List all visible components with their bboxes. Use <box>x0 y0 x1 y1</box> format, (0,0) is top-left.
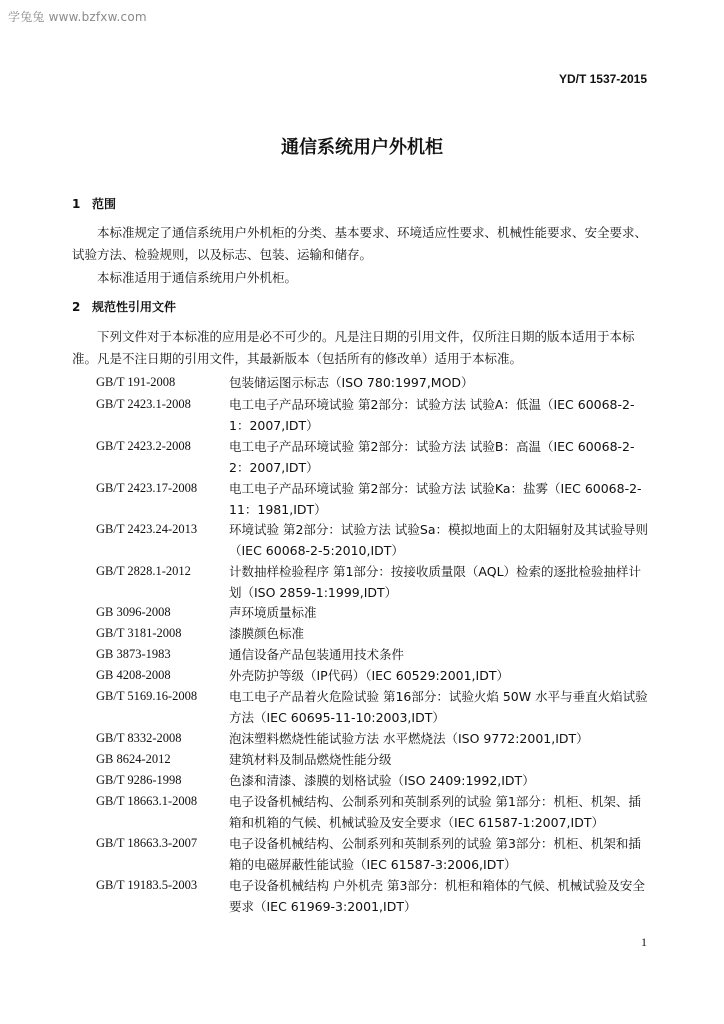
reference-code: GB/T 2423.1-2008 <box>96 397 191 411</box>
paragraph: 本标准适用于通信系统用户外机柜。 <box>97 270 298 285</box>
reference-title: 电工电子产品环境试验 第2部分：试验方法 试验Ka：盐雾（IEC 60068-2-11：1981,IDT） <box>229 481 642 517</box>
section-title: 规范性引用文件 <box>92 300 177 314</box>
reference-title: 电工电子产品着火危险试验 第16部分：试验火焰 50W 水平与垂直火焰试验方法（IEC 60695-11-10:2003,IDT） <box>229 689 648 725</box>
reference-code: GB/T 3181-2008 <box>96 626 182 640</box>
reference-code: GB/T 2423.17-2008 <box>96 481 198 495</box>
reference-title: 建筑材料及制品燃烧性能分级 <box>229 752 392 767</box>
watermark: 学兔兔 www.bzfxw.com <box>8 10 147 24</box>
reference-code: GB 3096-2008 <box>96 605 171 619</box>
reference-title: 通信设备产品包装通用技术条件 <box>229 647 405 662</box>
section-title: 范围 <box>92 197 117 211</box>
page-number: 1 <box>641 935 647 949</box>
section-heading-scope <box>72 195 116 212</box>
document-title: 通信系统用户外机柜 <box>281 137 443 158</box>
reference-title: 声环境质量标准 <box>229 605 317 620</box>
reference-title: 电工电子产品环境试验 第2部分：试验方法 试验A：低温（IEC 60068-2-1：2007,IDT） <box>229 397 635 433</box>
paragraph: 本标准规定了通信系统用户外机柜的分类、基本要求、环境适应性要求、机械性能要求、安全要求、试验方法、检验规则，以及标志、包装、运输和储存。 <box>72 225 648 262</box>
reference-code: GB/T 9286-1998 <box>96 773 182 787</box>
section-number: 1 <box>72 197 81 211</box>
reference-title: 泡沫塑料燃烧性能试验方法 水平燃烧法（ISO 9772:2001,IDT） <box>229 731 589 746</box>
reference-title: 包装储运图示标志（ISO 780:1997,MOD） <box>229 375 474 390</box>
reference-title: 电子设备机械结构、公制系列和英制系列的试验 第1部分：机柜、机架、插箱和机箱的气候、机械试验及安全要求（IEC 61587-1:2007,IDT） <box>229 794 641 830</box>
reference-title: 漆膜颜色标准 <box>229 626 305 641</box>
reference-title: 计数抽样检验程序 第1部分：按接收质量限（AQL）检索的逐批检验抽样计划（ISO 2859-1:1999,IDT） <box>229 564 642 600</box>
section-number: 2 <box>72 300 81 314</box>
reference-code: GB/T 5169.16-2008 <box>96 689 198 703</box>
reference-title: 电子设备机械结构 户外机壳 第3部分：机柜和箱体的气候、机械试验及安全要求（IEC 61969-3:2001,IDT） <box>229 878 645 914</box>
standard-code: YD/T 1537-2015 <box>558 72 647 86</box>
reference-code: GB/T 191-2008 <box>96 375 176 389</box>
reference-title: 电子设备机械结构、公制系列和英制系列的试验 第3部分：机柜、机架和插箱的电磁屏蔽性能试验（IEC 61587-3:2006,IDT） <box>229 836 641 872</box>
reference-code: GB/T 2423.2-2008 <box>96 439 191 453</box>
reference-code: GB/T 18663.3-2007 <box>96 836 198 850</box>
reference-code: GB/T 2423.24-2013 <box>96 522 198 536</box>
reference-code: GB/T 2828.1-2012 <box>96 564 191 578</box>
reference-title: 色漆和清漆、漆膜的划格试验（ISO 2409:1992,IDT） <box>229 773 535 788</box>
reference-code: GB 8624-2012 <box>96 752 171 766</box>
reference-code: GB 3873-1983 <box>96 647 171 661</box>
reference-code: GB/T 19183.5-2003 <box>96 878 198 892</box>
reference-code: GB 4208-2008 <box>96 668 171 682</box>
reference-code: GB/T 8332-2008 <box>96 731 182 745</box>
section-heading-normative-references <box>72 298 176 315</box>
reference-title: 外壳防护等级（IP代码）（IEC 60529:2001,IDT） <box>229 668 509 683</box>
reference-title: 电工电子产品环境试验 第2部分：试验方法 试验B：高温（IEC 60068-2-2：2007,IDT） <box>229 439 635 475</box>
reference-code: GB/T 18663.1-2008 <box>96 794 198 808</box>
paragraph: 下列文件对于本标准的应用是必不可少的。凡是注日期的引用文件，仅所注日期的版本适用于本标准。凡是不注日期的引用文件，其最新版本（包括所有的修改单）适用于本标准。 <box>72 329 635 366</box>
reference-title: 环境试验 第2部分：试验方法 试验Sa：模拟地面上的太阳辐射及其试验导则（IEC 60068-2-5:2010,IDT） <box>229 522 648 558</box>
